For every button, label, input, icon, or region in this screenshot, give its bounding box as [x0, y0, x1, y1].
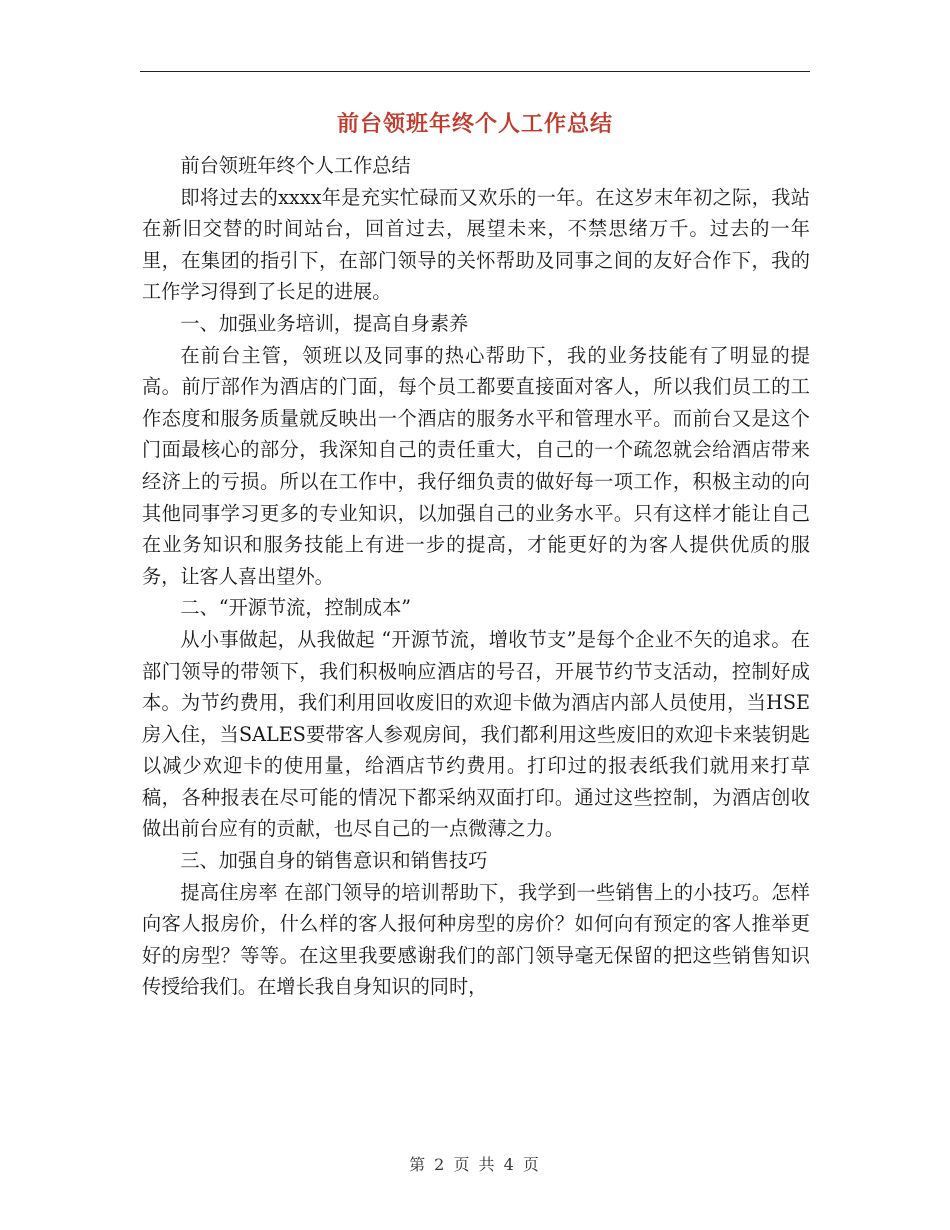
- page-number-footer: 第 2 页 共 4 页: [409, 1155, 541, 1174]
- section-heading-1: 一、加强业务培训，提高自身素养: [180, 311, 469, 335]
- document-title: 前台领班年终个人工作总结: [336, 112, 613, 137]
- paragraph-intro: 即将过去的xxxx年是充实忙碌而又欢乐的一年。在这岁末年初之际，我站在新旧交替的时间站台，回首过去，展望未来，不禁思绪万千。过去的一年里，在集团的指引下，在部门领导的关怀帮助及同事之间的友好合作下，我的工作学习得到了长足的进展。: [142, 185, 810, 304]
- document-body: [142, 150, 810, 1003]
- section-heading-3: 三、加强自身的销售意识和销售技巧: [180, 849, 488, 873]
- paragraph-section-2: 从小事做起，从我做起 “开源节流，增收节支”是每个企业不矢的追求。在部门领导的带领下，我们积极响应酒店的号召，开展节约节支活动，控制好成本。为节约费用，我们利用回收废旧的欢迎卡做为酒店内部人员使用，当HSE房入住，当SALES要带客人参观房间，我们都利用这些废旧的欢迎卡来装钥匙以减少欢迎卡的使用量，给酒店节约费用。打印过的报表纸我们就用来打草稿，各种报表在尽可能的情况下都采纳双面打印。通过这些控制，为酒店创收做出前台应有的贡献，也尽自己的一点微薄之力。: [142, 627, 810, 841]
- paragraph-heading-repeat: 前台领班年终个人工作总结: [180, 154, 411, 177]
- paragraph-section-3: 提高住房率 在部门领导的培训帮助下，我学到一些销售上的小技巧。怎样向客人报房价，什么样的客人报何种房型的房价？如何向有预定的客人推举更好的房型？等等。在这里我要感谢我们的部门领导毫无保留的把这些销售知识传授给我们。在增长我自身知识的同时，: [142, 880, 810, 999]
- section-heading-2: 二、“开源节流，控制成本”: [180, 596, 412, 620]
- header-rule: [140, 71, 810, 72]
- paragraph-section-1: 在前台主管，领班以及同事的热心帮助下，我的业务技能有了明显的提高。前厅部作为酒店的门面，每个员工都要直接面对客人，所以我们员工的工作态度和服务质量就反映出一个酒店的服务水平和管理水平。而前台又是这个门面最核心的部分，我深知自己的责任重大，自己的一个疏忽就会给酒店带来经济上的亏损。所以在工作中，我仔细负责的做好每一项工作，积极主动的向其他同事学习更多的专业知识，以加强自己的业务水平。只有这样才能让自己在业务知识和服务技能上有进一步的提高，才能更好的为客人提供优质的服务，让客人喜出望外。: [142, 343, 810, 588]
